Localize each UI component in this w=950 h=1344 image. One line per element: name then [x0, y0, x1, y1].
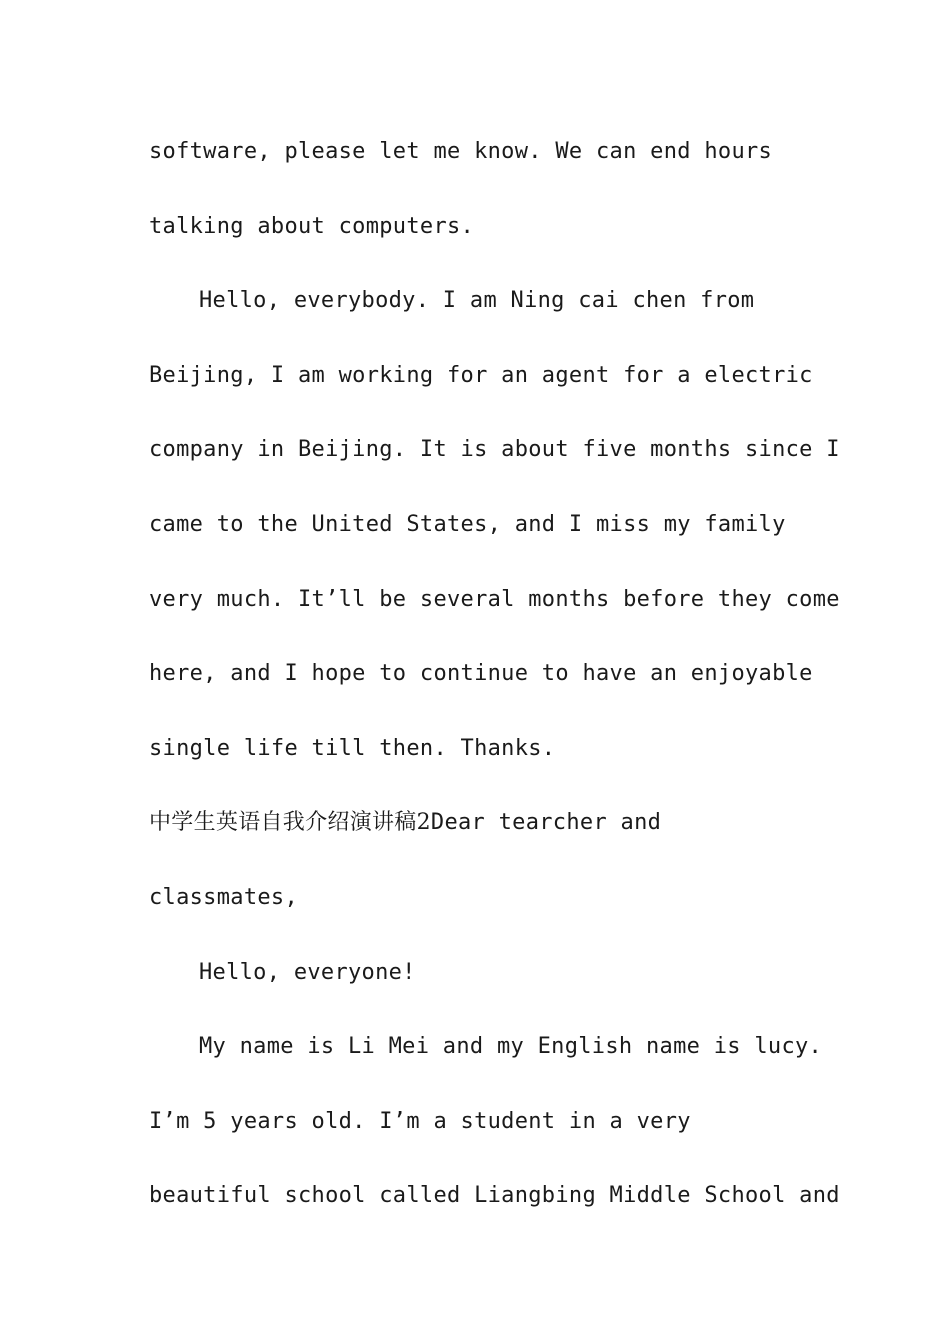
paragraph-start-line: My name is Li Mei and my English name is lucy.: [199, 1034, 823, 1060]
text-line: company in Beijing. It is about five months since I: [149, 437, 840, 463]
section-heading-line: [149, 804, 809, 879]
text-line: Beijing, I am working for an agent for a electric: [149, 362, 813, 388]
section-heading-rest: Dear tearcher and: [430, 810, 662, 836]
section-heading-title: 中学生英语自我介绍演讲稿2: [149, 810, 431, 836]
text-line: came to the United States, and I miss my family: [149, 511, 786, 537]
text-line: here, and I hope to continue to have an enjoyable: [149, 661, 813, 687]
document-body: [149, 133, 840, 1252]
text-line: very much. It’ll be several months before they come: [149, 586, 840, 612]
text-line: software, please let me know. We can end hours: [149, 139, 773, 164]
text-line: single life till then. Thanks.: [149, 735, 556, 761]
paragraph-start-line: Hello, everyone!: [199, 959, 416, 985]
paragraph-start-line: Hello, everybody. I am Ning cai chen from: [199, 288, 755, 314]
text-line: classmates,: [149, 884, 298, 910]
text-line: I’m 5 years old. I’m a student in a very: [149, 1108, 691, 1134]
text-line: beautiful school called Liangbing Middle School and: [149, 1183, 840, 1209]
text-line: talking about computers.: [149, 213, 475, 239]
